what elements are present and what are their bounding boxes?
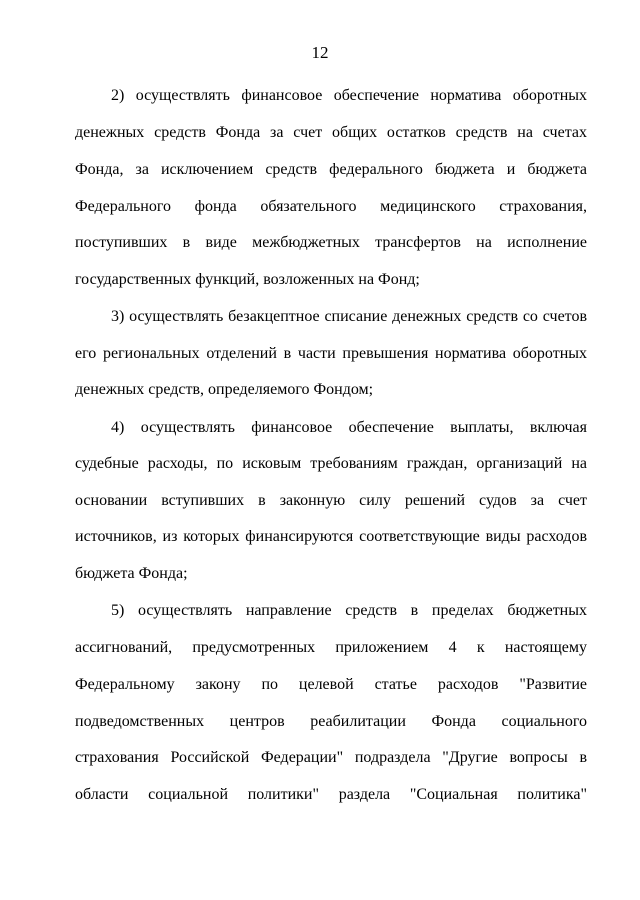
text-line: денежных средств Фонда за счет общих остатков средств на счетах — [75, 124, 587, 141]
text-line: судебные расходы, по исковым требованиям граждан, организаций на — [75, 455, 587, 472]
text-line: 5) осуществлять направление средств в пределах бюджетных — [111, 602, 587, 619]
text-line: ассигнований, предусмотренных приложением 4 к настоящему — [75, 639, 587, 656]
text-line: его региональных отделений в части превышения норматива оборотных — [75, 345, 587, 362]
text-line: бюджета Фонда; — [75, 565, 188, 582]
text-line: государственных функций, возложенных на Фонд; — [75, 271, 420, 288]
text-line: поступивших в виде межбюджетных трансфертов на исполнение — [75, 234, 587, 251]
text-line: источников, из которых финансируются соответствующие виды расходов — [75, 528, 587, 545]
text-line: страхования Российской Федерации" подраздела "Другие вопросы в — [75, 749, 587, 766]
text-line: 2) осуществлять финансовое обеспечение норматива оборотных — [111, 87, 587, 104]
text-line: Фонда, за исключением средств федерального бюджета и бюджета — [75, 161, 587, 178]
text-line: области социальной политики" раздела "Социальная политика" — [75, 786, 587, 803]
text-line: денежных средств, определяемого Фондом; — [75, 381, 374, 398]
text-line: 4) осуществлять финансовое обеспечение выплаты, включая — [111, 419, 587, 436]
text-line: 3) осуществлять безакцептное списание денежных средств со счетов — [111, 308, 587, 325]
text-line: Федерального фонда обязательного медицинского страхования, — [75, 198, 587, 215]
text-line: подведомственных центров реабилитации Фонда социального — [75, 713, 587, 730]
text-line: основании вступивших в законную силу решений судов за счет — [75, 492, 587, 509]
text-line: Федеральному закону по целевой статье расходов "Развитие — [75, 676, 587, 693]
page-number: 12 — [311, 43, 329, 62]
